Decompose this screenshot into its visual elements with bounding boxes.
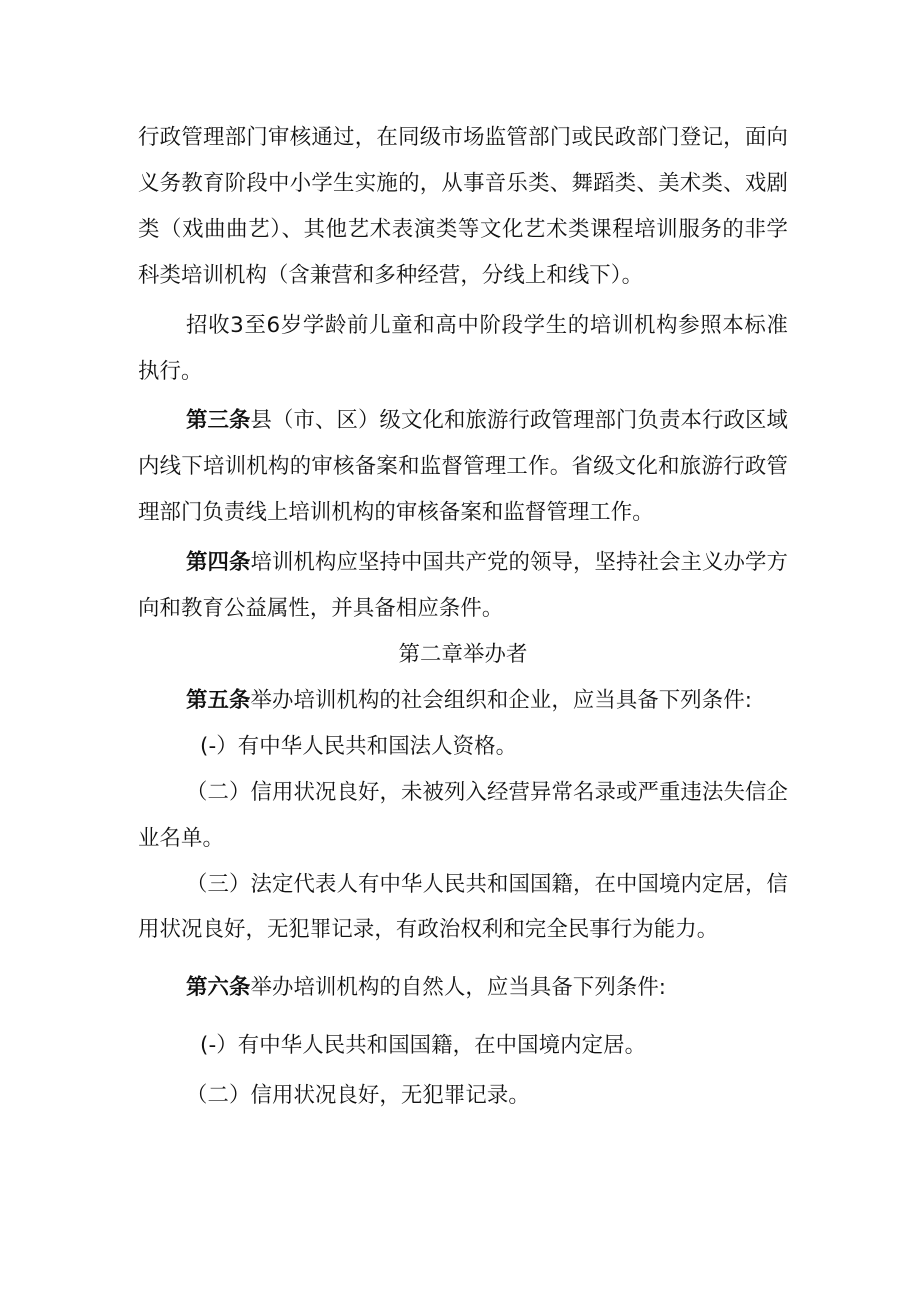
- article-5-item-1: (-）有中华人民共和国法人资格。: [200, 733, 518, 759]
- article-6-label: 第六条: [186, 975, 251, 1001]
- paragraph-reference: 招收3至6岁学龄前儿童和高中阶段学生的培训机构参照本标准执行。: [138, 312, 788, 384]
- article-5-item-2: （二）信用状况良好，未被列入经营异常名录或严重违法失信企业名单。: [138, 779, 788, 851]
- article-5-text: 举办培训机构的社会组织和企业，应当具备下列条件:: [250, 687, 753, 713]
- chapter-heading: 第二章举办者: [398, 641, 528, 667]
- document-body: [138, 115, 788, 1119]
- article-4-text: 培训机构应坚持中国共产党的领导，坚持社会主义办学方向和教育公益属性，并具备相应条件。: [138, 550, 788, 622]
- paragraph-scope: 行政管理部门审核通过，在同级市场监管部门或民政部门登记，面向义务教育阶段中小学生实施的，从事音乐类、舞蹈类、美术类、戏剧类（戏曲曲艺）、其他艺术表演类等文化艺术类课程培训服务的非学科类培训机构（含兼营和多种经营，分线上和线下）。: [138, 125, 788, 288]
- article-6-item-1: (-）有中华人民共和国国籍，在中国境内定居。: [200, 1033, 647, 1059]
- article-5-item-3: （三）法定代表人有中华人民共和国国籍，在中国境内定居，信用状况良好，无犯罪记录，有政治权利和完全民事行为能力。: [138, 871, 788, 943]
- article-4: [138, 540, 788, 632]
- article-3-text: 县（市、区）级文化和旅游行政管理部门负责本行政区域内线下培训机构的审核备案和监督管理工作。省级文化和旅游行政管理部门负责线上培训机构的审核备案和监督管理工作。: [138, 408, 788, 526]
- article-6: [138, 965, 788, 1011]
- article-6-text: 举办培训机构的自然人，应当具备下列条件:: [250, 975, 667, 1001]
- article-3: [138, 398, 788, 536]
- article-5: [138, 678, 788, 724]
- article-3-label: 第三条: [186, 408, 251, 434]
- article-4-label: 第四条: [186, 550, 251, 576]
- article-6-item-2: （二）信用状况良好，无犯罪记录。: [186, 1083, 530, 1109]
- article-5-label: 第五条: [186, 687, 251, 713]
